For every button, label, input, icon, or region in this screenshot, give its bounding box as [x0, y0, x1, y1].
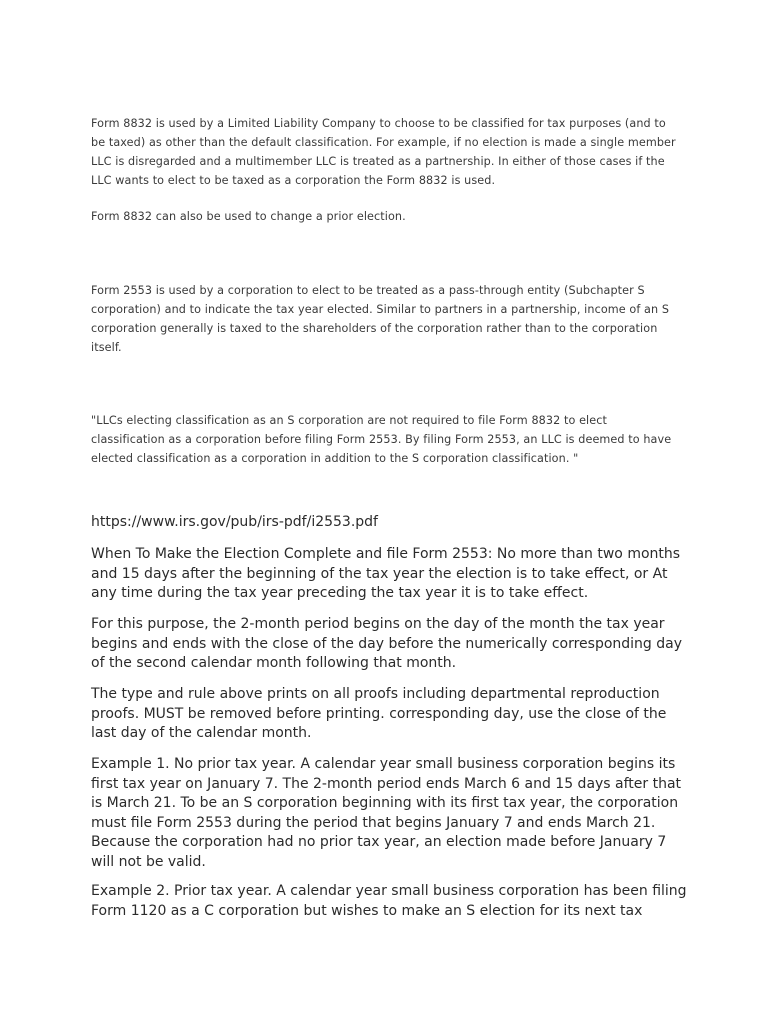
example-1-paragraph: Example 1. No prior tax year. A calendar year small business corporation begins its first tax year on January 7. The 2-month period ends March 6 and 15 days after that is March 21. To be an S corporation beginning with its first tax year, the corporation must file Form 2553 during the period that begins January 7 and ends March 21. Because the corporation had no prior tax year, an election made before January 7 will not be valid.: [91, 756, 682, 870]
form-2553-intro-paragraph: Form 2553 is used by a corporation to elect to be treated as a pass-through entity (Subchapter S corporation) and to indicate the tax year elected. Similar to partners in a partnership, income of an S corporation generally is taxed to the shareholders of the corporation rather than to the corporation itself.: [91, 284, 670, 354]
example-2-paragraph: Example 2. Prior tax year. A calendar year small business corporation has been filing Form 1120 as a C corporation but wishes to make an S election for its next tax: [91, 883, 687, 919]
two-month-period-paragraph: For this purpose, the 2-month period begins on the day of the month the tax year begins and ends with the close of the day before the numerically corresponding day of the second calendar month following that month.: [91, 616, 683, 672]
when-to-make-paragraph: When To Make the Election Complete and file Form 2553: No more than two months and 15 days after the beginning of the tax year the election is to take effect, or At any time during the tax year preceding the tax year it is to take effect.: [91, 546, 681, 602]
source-url: https://www.irs.gov/pub/irs-pdf/i2553.pdf: [91, 514, 378, 530]
form-8832-change-paragraph: Form 8832 can also be used to change a prior election.: [91, 210, 406, 223]
form-8832-intro-paragraph: Form 8832 is used by a Limited Liability Company to choose to be classified for tax purposes (and to be taxed) as other than the default classification. For example, if no election is made a single member LLC is disregarded and a multimember LLC is treated as a partnership. In either of those cases if the LLC wants to elect to be taxed as a corporation the Form 8832 is used.: [91, 117, 676, 187]
llc-quote-paragraph: "LLCs electing classification as an S corporation are not required to file Form 8832 to elect classification as a corporation before filing Form 2553. By filing Form 2553, an LLC is deemed to have elected classification as a corporation in addition to the S corporation classification. ": [91, 414, 672, 465]
type-and-rule-paragraph: The type and rule above prints on all proofs including departmental reproduction proofs. MUST be removed before printing. corresponding day, use the close of the last day of the calendar month.: [91, 686, 667, 742]
